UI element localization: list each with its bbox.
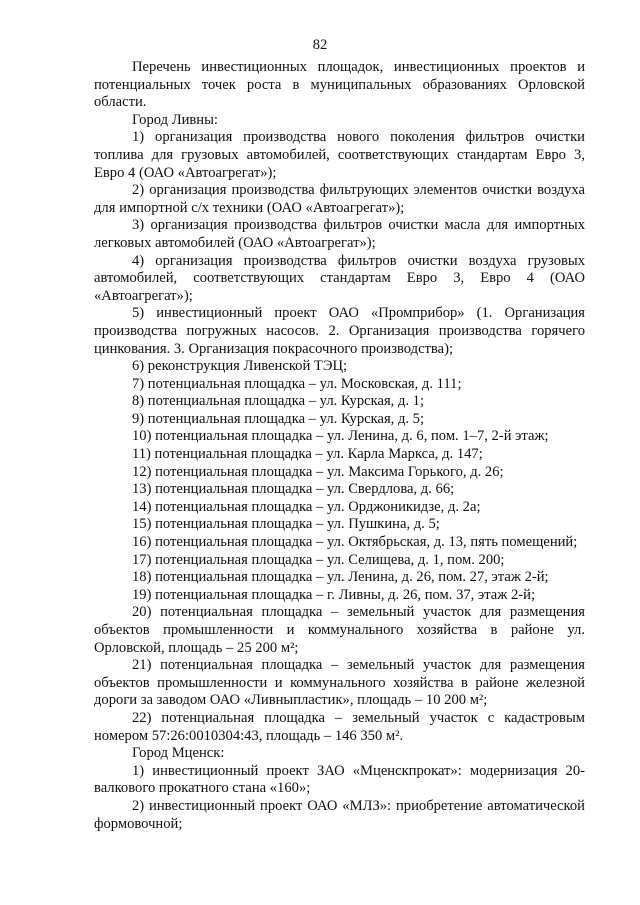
list-item: 2) инвестиционный проект ОАО «МЛЗ»: приобретение автоматической формовочной; bbox=[94, 797, 585, 832]
list-item: 7) потенциальная площадка – ул. Московская, д. 111; bbox=[132, 375, 462, 392]
list-item: 14) потенциальная площадка – ул. Орджоникидзе, д. 2а; bbox=[132, 498, 481, 515]
list-item: 18) потенциальная площадка – ул. Ленина, д. 26, пом. 27, этаж 2-й; bbox=[132, 569, 549, 586]
list-item: 1) инвестиционный проект ЗАО «Мценскпрокат»: модернизация 20-валкового прокатного стана «160»; bbox=[94, 762, 585, 797]
list-item: 16) потенциальная площадка – ул. Октябрьская, д. 13, пять помещений; bbox=[132, 534, 578, 551]
list-item: 9) потенциальная площадка – ул. Курская, д. 5; bbox=[132, 410, 425, 427]
list-item: 12) потенциальная площадка – ул. Максима Горького, д. 26; bbox=[132, 463, 504, 480]
list-item: 3) организация производства фильтров очистки масла для импортных легковых автомобилей (ОАО «Автоагрегат»); bbox=[94, 217, 585, 251]
list-item: 10) потенциальная площадка – ул. Ленина, д. 6, пом. 1–7, 2-й этаж; bbox=[132, 428, 549, 445]
list-item: 8) потенциальная площадка – ул. Курская, д. 1; bbox=[132, 393, 425, 410]
list-item: 2) организация производства фильтрующих элементов очистки воздуха для импортной с/х техники (ОАО «Автоагрегат»); bbox=[94, 182, 585, 216]
section-list-mtsensk bbox=[94, 763, 585, 833]
list-item: 5) инвестиционный проект ОАО «Промприбор» (1. Организация производства погружных насосов. 2. Организация производства горячего цинкования. 3. Организация покрасочного производства); bbox=[94, 305, 585, 357]
list-item: 6) реконструкция Ливенской ТЭЦ; bbox=[132, 358, 348, 375]
list-item: 21) потенциальная площадка – земельный участок для размещения объектов промышленности и коммунального хозяйства в районе железной дороги за заводом ОАО «Ливныпластик», площадь – 10 200 м²; bbox=[94, 657, 585, 709]
list-item: 17) потенциальная площадка – ул. Селищева, д. 1, пом. 200; bbox=[132, 551, 505, 568]
page-number: 82 bbox=[312, 37, 328, 53]
section-heading-livny: Город Ливны: bbox=[132, 111, 218, 128]
list-item: 19) потенциальная площадка – г. Ливны, д. 26, пом. 37, этаж 2-й; bbox=[132, 586, 536, 603]
list-item: 15) потенциальная площадка – ул. Пушкина, д. 5; bbox=[132, 516, 440, 533]
document-title: Перечень инвестиционных площадок, инвестиционных проектов и потенциальных точек роста в муниципальных образованиях Орловской области. bbox=[94, 59, 585, 111]
list-item: 13) потенциальная площадка – ул. Свердлова, д. 66; bbox=[132, 481, 455, 498]
list-item: 1) организация производства нового поколения фильтров очистки топлива для грузовых автомобилей, соответствующих стандартам Евро 3, Евро 4 (ОАО «Автоагрегат»); bbox=[94, 129, 585, 181]
section-heading-mtsensk: Город Мценск: bbox=[132, 745, 225, 762]
section-list-livny bbox=[94, 129, 585, 745]
list-item: 11) потенциальная площадка – ул. Карла Маркса, д. 147; bbox=[132, 446, 483, 463]
list-item: 20) потенциальная площадка – земельный участок для размещения объектов промышленности и коммунального хозяйства в районе ул. Орловской, площадь – 25 200 м²; bbox=[94, 604, 585, 656]
list-item: 22) потенциальная площадка – земельный участок с кадастровым номером 57:26:0010304:43, площадь – 146 350 м². bbox=[94, 709, 585, 744]
document-body bbox=[94, 59, 585, 833]
list-item: 4) организация производства фильтров очистки воздуха грузовых автомобилей, соответствующих стандартам Евро 3, Евро 4 (ОАО «Автоагрегат»); bbox=[94, 252, 585, 304]
